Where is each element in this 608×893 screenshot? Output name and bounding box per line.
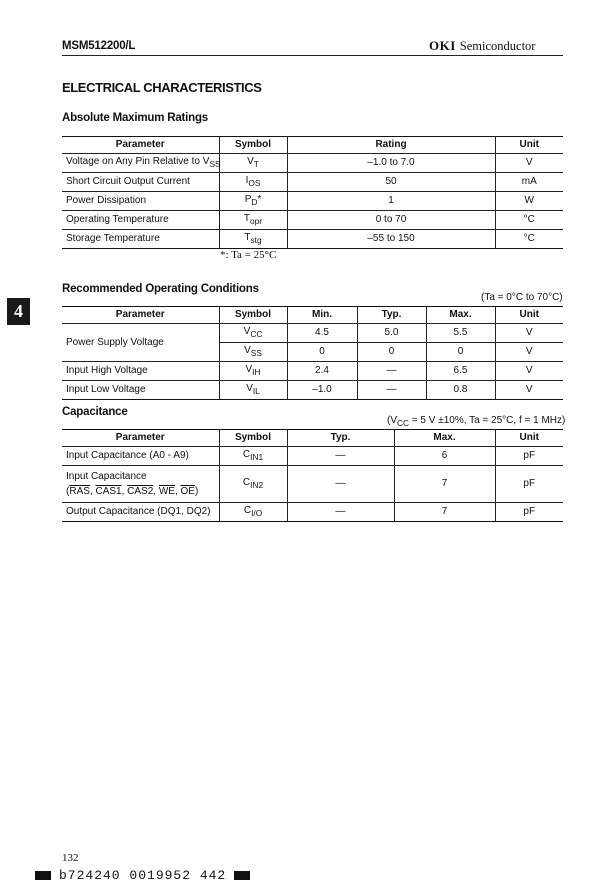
max-cell: 7 [394,466,495,503]
typ-cell: — [287,503,394,522]
symbol-cell: $V_{IH}$ [219,362,287,381]
col-header: Unit [495,307,563,324]
table-row [62,154,563,173]
company-name: Semiconductor [459,39,536,53]
rating-cell: 50 [287,173,495,192]
table-row [62,230,563,249]
table-row [62,362,563,381]
barcode [35,868,258,883]
unit-cell: pF [495,466,563,503]
section-title: ELECTRICAL CHARACTERISTICS [62,80,262,95]
col-header: Symbol [219,430,287,447]
typ-cell: 0 [357,343,426,362]
symbol-cell: $V_{CC}$ [219,324,287,343]
max-cell: 5.5 [426,324,495,343]
capacitance-table [62,429,563,522]
unit-cell: W [495,192,563,211]
barcode-text: b724240 0019952 442 [59,868,227,883]
col-header: Max. [394,430,495,447]
table-row [62,466,563,503]
company-header [429,38,535,54]
capacitance-condition: ($V_{CC} = 5$ V ±10%, Ta = 25°C, f = 1 MHz) [387,415,566,428]
col-header: Parameter [62,137,219,154]
param-cell: Output Capacitance (DQ1, DQ2) [62,503,219,522]
col-header: Symbol [219,137,287,154]
unit-cell: mA [495,173,563,192]
typ-cell: 5.0 [357,324,426,343]
barcode-block-icon [35,871,51,880]
min-cell: 0 [287,343,357,362]
unit-cell: pF [495,503,563,522]
table-header-row [62,137,563,154]
param-cell: Short Circuit Output Current [62,173,219,192]
min-cell: 4.5 [287,324,357,343]
unit-cell: °C [495,211,563,230]
rec-op-table [62,306,563,400]
min-cell: 2.4 [287,362,357,381]
symbol-cell: $C_{I/O}$ [219,503,287,522]
rating-cell: –55 to 150 [287,230,495,249]
symbol-cell: $V_{SS}$ [219,343,287,362]
table-row [62,173,563,192]
table-row [62,381,563,400]
header-rule [62,55,563,56]
rating-cell: –1.0 to 7.0 [287,154,495,173]
table-header-row [62,307,563,324]
param-cell: Operating Temperature [62,211,219,230]
rec-op-title: Recommended Operating Conditions [62,283,259,295]
table-header-row [62,430,563,447]
max-cell: 6 [394,447,495,466]
col-header: Symbol [219,307,287,324]
param-cell: Power Supply Voltage [62,324,219,362]
param-cell: Power Dissipation [62,192,219,211]
col-header: Unit [495,430,563,447]
param-cell: Storage Temperature [62,230,219,249]
symbol-cell: $T_{stg}$ [219,230,287,249]
col-header: Typ. [287,430,394,447]
col-header: Max. [426,307,495,324]
col-header: Parameter [62,430,219,447]
param-cell: Input Low Voltage [62,381,219,400]
symbol-cell: $C_{IN1}$ [219,447,287,466]
rating-cell: 0 to 70 [287,211,495,230]
rating-cell: 1 [287,192,495,211]
symbol-cell: $P_D*$ [219,192,287,211]
unit-cell: V [495,362,563,381]
max-cell: 0 [426,343,495,362]
rec-op-condition: (Ta = 0°C to 70°C) [481,292,563,303]
abs-max-table [62,136,563,249]
col-header: Parameter [62,307,219,324]
min-cell: –1.0 [287,381,357,400]
unit-cell: V [495,381,563,400]
table-row [62,192,563,211]
symbol-cell: $V_T$ [219,154,287,173]
unit-cell: V [495,324,563,343]
col-header: Unit [495,137,563,154]
col-header: Rating [287,137,495,154]
barcode-block-icon [234,871,250,880]
page-number: 132 [62,852,79,864]
param-cell: Input Capacitance ($\overline{RAS}$, CAS1, CAS2, $\overline{WE}$, $\overline{OE}$) [62,466,219,503]
typ-cell: — [287,447,394,466]
max-cell: 7 [394,503,495,522]
symbol-cell: $T_{opr}$ [219,211,287,230]
table-row [62,503,563,522]
col-header: Typ. [357,307,426,324]
param-cell: Voltage on Any Pin Relative to $V_{SS}$ [62,154,219,173]
typ-cell: — [357,362,426,381]
unit-cell: V [495,154,563,173]
unit-cell: °C [495,230,563,249]
unit-cell: pF [495,447,563,466]
capacitance-title: Capacitance [62,406,128,418]
max-cell: 0.8 [426,381,495,400]
oki-logo: OKI [429,38,456,53]
table-row [62,447,563,466]
col-header: Min. [287,307,357,324]
table-row [62,324,563,343]
abs-max-title: Absolute Maximum Ratings [62,112,208,124]
symbol-cell: $V_{IL}$ [219,381,287,400]
symbol-cell: $C_{IN2}$ [219,466,287,503]
max-cell: 6.5 [426,362,495,381]
part-number: MSM512200/L [62,40,136,52]
typ-cell: — [287,466,394,503]
symbol-cell: $I_{OS}$ [219,173,287,192]
chapter-tab: 4 [7,298,30,325]
param-cell: Input High Voltage [62,362,219,381]
footnote: *: Ta = 25°C [220,249,277,261]
unit-cell: V [495,343,563,362]
param-cell: Input Capacitance (A0 - A9) [62,447,219,466]
typ-cell: — [357,381,426,400]
table-row [62,211,563,230]
